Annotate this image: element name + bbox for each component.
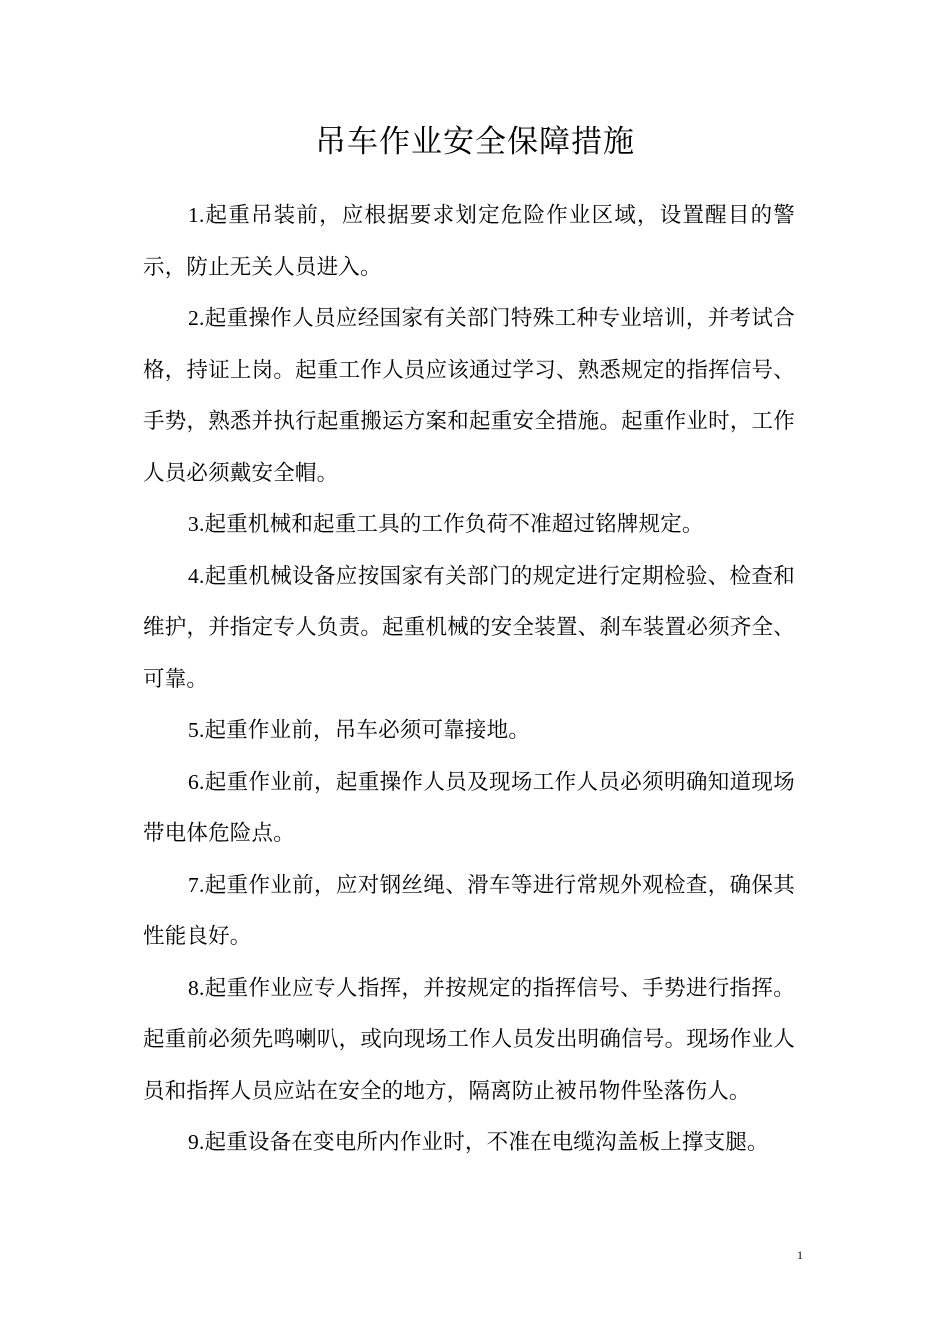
paragraph-6 (143, 757, 795, 860)
paragraph-number: 7. (188, 872, 205, 897)
page-number: 1 (797, 1248, 803, 1262)
paragraph-number: 5. (188, 718, 205, 742)
paragraph-text: 起重作业前，吊车必须可靠接地。 (204, 718, 531, 743)
paragraph-text: 起重作业前，起重操作人员及现场工作人员必须明确知道现场带电体危险点。 (143, 769, 795, 846)
paragraph-number: 1. (188, 203, 205, 227)
paragraph-7 (143, 860, 795, 963)
paragraph-1 (143, 190, 795, 293)
paragraph-text: 起重机械设备应按国家有关部门的规定进行定期检验、检查和维护，并指定专人负责。起重机械的安全装置、刹车装置必须齐全、可靠。 (143, 563, 795, 692)
paragraph-text: 起重操作人员应经国家有关部门特殊工种专业培训，并考试合格，持证上岗。起重工作人员应该通过学习、熟悉规定的指挥信号、手势，熟悉并执行起重搬运方案和起重安全措施。起重作业时，工作人员必须戴安全帽。 (143, 306, 795, 486)
paragraph-text: 起重吊装前，应根据要求划定危险作业区域，设置醒目的警示，防止无关人员进入。 (143, 203, 795, 280)
paragraph-4 (143, 551, 795, 706)
document-title: 吊车作业安全保障措施 (315, 124, 635, 160)
paragraph-9 (143, 1117, 795, 1169)
paragraph-5 (143, 705, 795, 757)
paragraph-number: 3. (188, 512, 205, 536)
paragraph-number: 4. (188, 563, 205, 588)
paragraph-number: 9. (188, 1130, 205, 1154)
paragraph-2 (143, 293, 795, 499)
paragraph-text: 起重设备在变电所内作业时，不准在电缆沟盖板上撑支腿。 (204, 1130, 769, 1155)
paragraph-number: 2. (188, 306, 205, 330)
paragraph-text: 起重作业前，应对钢丝绳、滑车等进行常规外观检查，确保其性能良好。 (143, 872, 795, 949)
paragraph-8 (143, 963, 795, 1118)
paragraph-number: 8. (188, 975, 205, 1000)
document-body (143, 190, 795, 1169)
paragraph-3 (143, 499, 795, 551)
paragraph-text: 起重机械和起重工具的工作负荷不准超过铭牌规定。 (204, 512, 704, 537)
paragraph-text: 起重作业应专人指挥，并按规定的指挥信号、手势进行指挥。起重前必须先鸣喇叭，或向现场工作人员发出明确信号。现场作业人员和指挥人员应站在安全的地方，隔离防止被吊物件坠落伤人。 (143, 975, 795, 1104)
paragraph-number: 6. (188, 769, 205, 794)
